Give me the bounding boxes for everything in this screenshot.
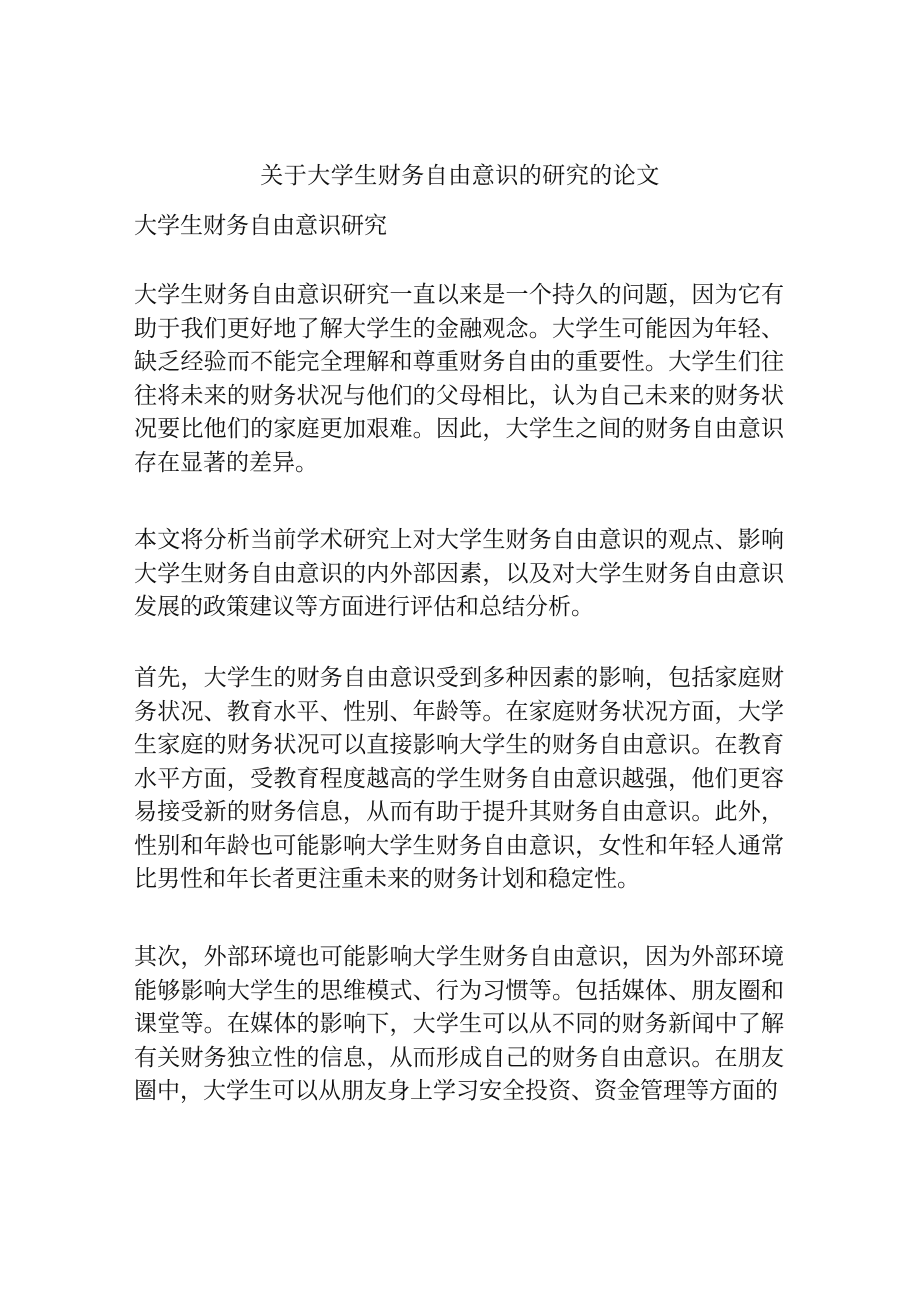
paragraph-intro: 大学生财务自由意识研究一直以来是一个持久的问题，因为它有助于我们更好地了解大学生的金融观念。大学生可能因为年轻、缺乏经验而不能完全理解和尊重财务自由的重要性。大学生们往往将未来的财务状况与他们的父母相比，认为自己未来的财务状况要比他们的家庭更加艰难。因此，大学生之间的财务自由意识存在显著的差异。 (134, 282, 784, 476)
paragraph-scope: 本文将分析当前学术研究上对大学生财务自由意识的观点、影响大学生财务自由意识的内外部因素，以及对大学生财务自由意识发展的政策建议等方面进行评估和总结分析。 (134, 527, 784, 620)
paragraph-internal-factors: 首先，大学生的财务自由意识受到多种因素的影响，包括家庭财务状况、教育水平、性别、年龄等。在家庭财务状况方面，大学生家庭的财务状况可以直接影响大学生的财务自由意识。在教育水平方面，受教育程度越高的学生财务自由意识越强，他们更容易接受新的财务信息，从而有助于提升其财务自由意识。此外，性别和年龄也可能影响大学生财务自由意识，女性和年轻人通常比男性和年长者更注重未来的财务计划和稳定性。 (134, 665, 784, 892)
document-title: 关于大学生财务自由意识的研究的论文 (260, 163, 660, 189)
document-subtitle: 大学生财务自由意识研究 (134, 213, 387, 239)
paragraph-external-factors: 其次，外部环境也可能影响大学生财务自由意识，因为外部环境能够影响大学生的思维模式、行为习惯等。包括媒体、朋友圈和课堂等。在媒体的影响下，大学生可以从不同的财务新闻中了解有关财务独立性的信息，从而形成自己的财务自由意识。在朋友圈中，大学生可以从朋友身上学习安全投资、资金管理等方面的 (134, 944, 784, 1104)
